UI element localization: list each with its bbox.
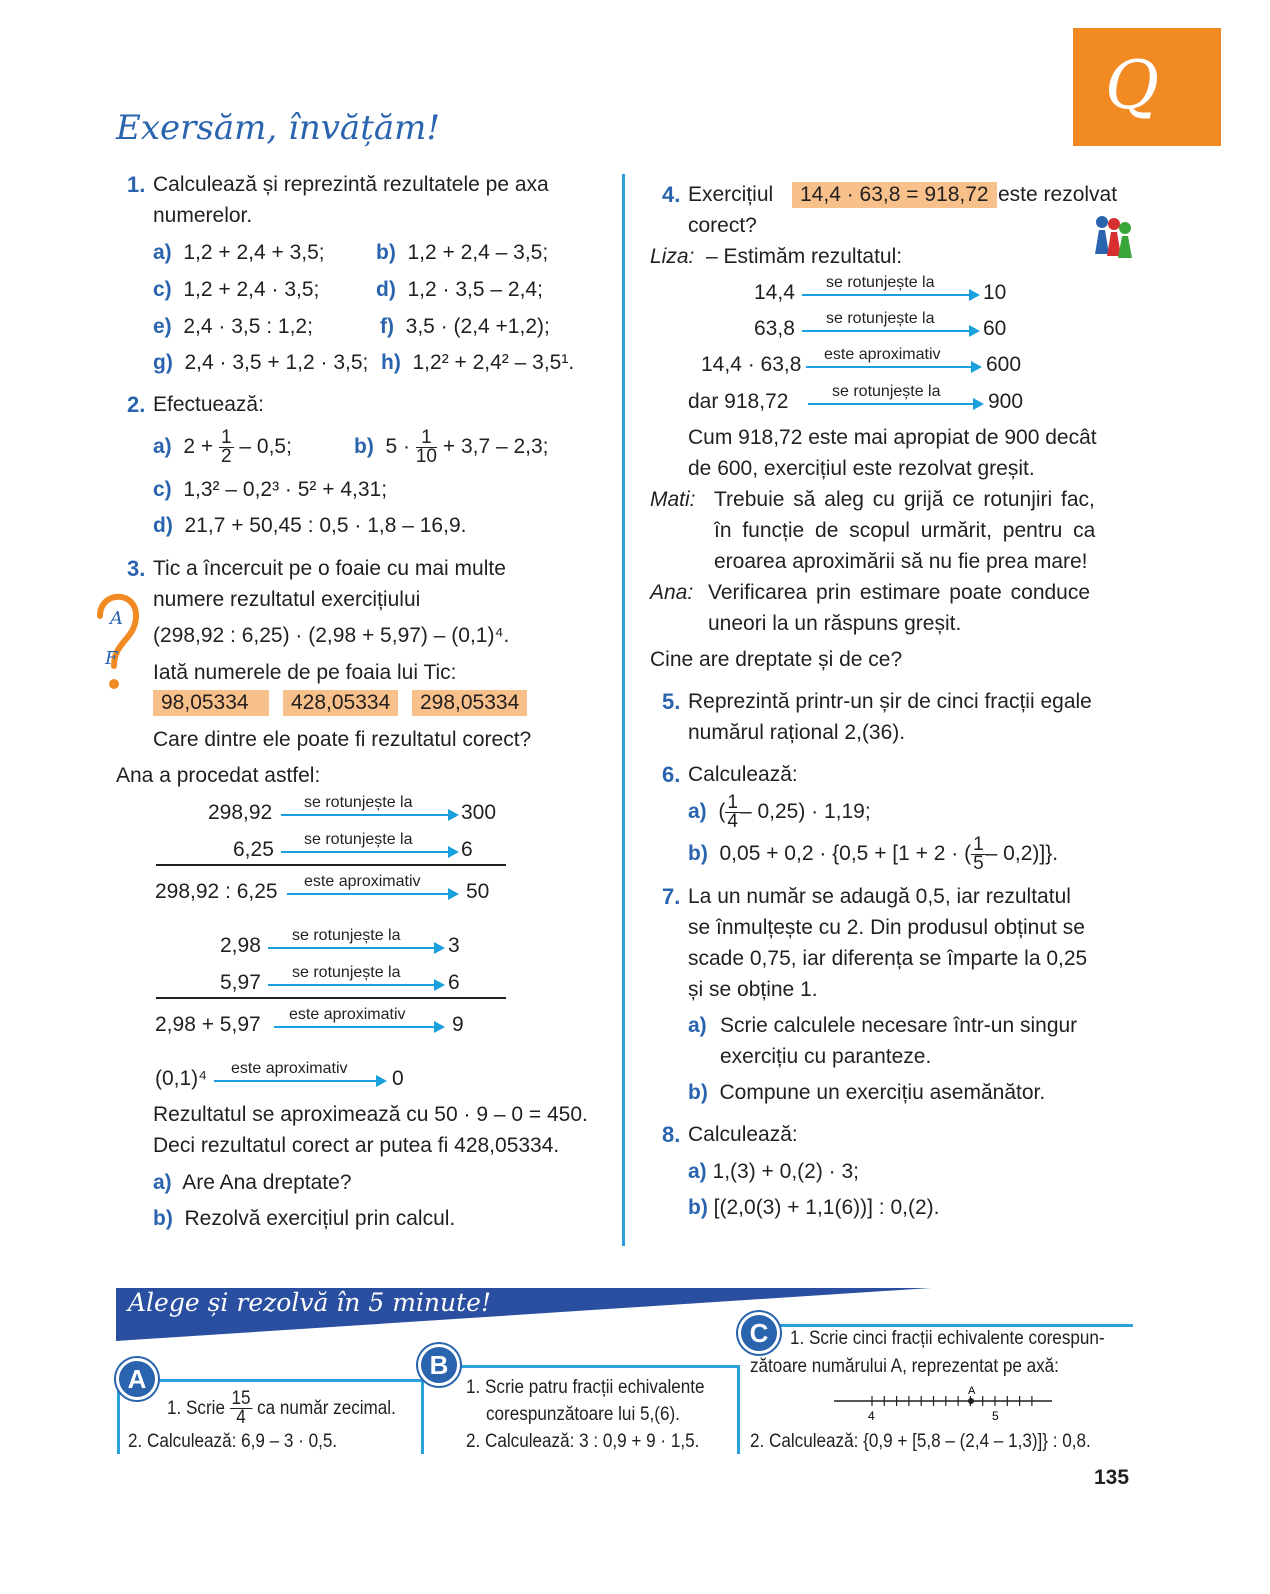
ex4-number: 4. <box>662 182 681 207</box>
ex3-line5: Care dintre ele poate fi rezultatul corect? <box>153 728 532 751</box>
arrow <box>268 984 435 986</box>
true-false-icon <box>92 588 140 696</box>
ex3-line3: (298,92 : 6,25) · (2,98 + 5,97) – (0,1)⁴. <box>153 624 510 647</box>
ex7-a-line1: Scrie calculele necesare într-un singur <box>720 1014 1078 1037</box>
ex2-item-d: d) 21,7 + 50,45 : 0,5 · 1,8 – 16,9. <box>153 514 467 537</box>
liza-row-label: este aproximativ <box>824 346 941 363</box>
ana-line2: uneori la un răspuns greșit. <box>708 612 962 635</box>
af-top: A <box>110 608 123 629</box>
mati-line1: Trebuie să aleg cu grijă ce rotunjiri fac, <box>714 488 1095 511</box>
ex6-text: Calculează: <box>688 763 798 786</box>
af-bottom: F <box>105 648 118 669</box>
ex1-item-g: g) 2,4 · 3,5 + 1,2 · 3,5; <box>153 351 369 374</box>
divider-line <box>156 997 506 999</box>
ex3-line4: Iată numerele de pe foaia lui Tic: <box>153 661 457 684</box>
ex4-post: este rezolvat <box>998 183 1118 206</box>
ana-row-right: 9 <box>452 1013 464 1036</box>
ex1-text-line2: numerelor. <box>153 204 253 227</box>
ex3-line7: Rezultatul se aproximează cu 50 · 9 – 0 = 450. <box>153 1103 588 1126</box>
arrow <box>268 947 435 949</box>
arrow <box>281 851 449 853</box>
ex1-number: 1. <box>127 172 146 197</box>
ana-row-left: 5,97 <box>220 971 261 994</box>
ex3-number: 3. <box>127 556 146 581</box>
box-c-line3: 2. Calculează: {0,9 + [5,8 – (2,4 – 1,3)]} : 0,8. <box>750 1431 1091 1452</box>
liza-row-left: 14,4 <box>754 281 795 304</box>
ana-row-label: este aproximativ <box>304 873 421 890</box>
ex8-number: 8. <box>662 1122 681 1147</box>
ex3-line2: numere rezultatul exercițiului <box>153 588 421 611</box>
ex7-line2: se înmulțește cu 2. Din produsul obținut se <box>688 916 1085 939</box>
ana-row-left: 6,25 <box>233 838 274 861</box>
liza-row-label: se rotunjește la <box>826 274 935 291</box>
arrow <box>281 814 449 816</box>
speaker-liza: Liza: <box>650 245 695 268</box>
liza-row-right: 10 <box>983 281 1007 304</box>
ex1-item-c: c) 1,2 + 2,4 · 3,5; <box>153 278 320 301</box>
liza-row-right: 60 <box>983 317 1007 340</box>
game-pieces-icon <box>1090 214 1136 260</box>
ex4-pre: Exercițiul <box>688 183 774 206</box>
ex3-line6: Ana a procedat astfel: <box>116 764 321 787</box>
ana-row-label: se rotunjește la <box>292 927 401 944</box>
ana-row-left: 298,92 : 6,25 <box>155 880 278 903</box>
ex7-item-b: b) Compune un exercițiu asemănător. <box>688 1081 1046 1104</box>
ex3-item-a: a) Are Ana dreptate? <box>153 1171 352 1194</box>
ex4-question: Cine are dreptate și de ce? <box>650 648 903 671</box>
ex7-a-line2: exercițiu cu paranteze. <box>720 1045 932 1068</box>
ex1-item-b: b) 1,2 + 2,4 – 3,5; <box>376 241 549 264</box>
liza-row-label: se rotunjește la <box>826 310 935 327</box>
divider-line <box>156 864 506 866</box>
ex6-item-a: a) ( $\frac{1}{4}$ – 0,25) · 1,19; <box>688 791 871 832</box>
box-a-line2: 2. Calculează: 6,9 – 3 · 0,5. <box>128 1431 338 1452</box>
fraction: $\frac{15}{4}$ <box>231 1388 251 1429</box>
arrow <box>808 403 974 405</box>
box-c-border <box>740 1324 1133 1327</box>
liza-row-right: 600 <box>986 353 1022 376</box>
ex2-text: Efectuează: <box>153 393 264 416</box>
ana-row-right: 0 <box>392 1067 404 1090</box>
ex8-item-a: a) 1,(3) + 0,(2) · 3; <box>688 1160 859 1183</box>
box-a-badge: A <box>116 1358 158 1400</box>
mati-line2: în funcție de scopul urmărit, pentru ca <box>714 519 1096 542</box>
ex1-item-f: f) 3,5 · (2,4 +1,2); <box>380 315 550 338</box>
box-b-line3: 2. Calculează: 3 : 0,9 + 9 · 1,5. <box>466 1431 700 1452</box>
arrow <box>214 1080 377 1082</box>
liza-row-left: 63,8 <box>754 317 795 340</box>
box-b-line1: 1. Scrie patru fracții echivalente <box>466 1377 705 1398</box>
arrow <box>274 1026 435 1028</box>
ex2-item-c: c) 1,3² – 0,2³ · 5² + 4,31; <box>153 478 388 501</box>
ex3-option-1: 98,05334 <box>153 690 269 716</box>
ana-line1: Verificarea prin estimare poate conduce <box>708 581 1091 604</box>
ex5-line1: Reprezintă printr-un șir de cinci fracții egale <box>688 690 1092 713</box>
ex8-text: Calculează: <box>688 1123 798 1146</box>
ex7-line3: scade 0,75, iar diferența se împarte la 0,25 <box>688 947 1088 970</box>
ex7-a-label: a) <box>688 1014 707 1037</box>
ana-row-left: 298,92 <box>208 801 273 824</box>
ex7-line4: și se obține 1. <box>688 978 818 1001</box>
liza-row-right: 900 <box>988 390 1024 413</box>
ex6-number: 6. <box>662 762 681 787</box>
ex3-option-2: 428,05334 <box>283 690 398 716</box>
ana-row-label: este aproximativ <box>289 1006 406 1023</box>
liza-row-left: 14,4 · 63,8 <box>701 353 802 376</box>
ana-row-label: se rotunjește la <box>304 831 413 848</box>
ex5-number: 5. <box>662 689 681 714</box>
ana-row-right: 300 <box>461 801 497 824</box>
ex6-item-b: b) 0,05 + 0,2 · {0,5 + [1 + 2 · ( $\frac{1}{5}$ – 0,2)]}. <box>688 833 1059 874</box>
liza-row-label: se rotunjește la <box>832 383 941 400</box>
banner-title: Alege și rezolvă în 5 minute! <box>128 1288 491 1317</box>
ex7-line1: La un număr se adaugă 0,5, iar rezultatul <box>688 885 1071 908</box>
page-title: Exersăm, învățăm! <box>116 108 441 148</box>
fraction: $\frac{1}{10}$ <box>415 426 437 467</box>
ana-row-label: este aproximativ <box>231 1060 348 1077</box>
ex1-item-h: h) 1,2² + 2,4² – 3,5¹. <box>381 351 575 374</box>
liza-line: Liza: – Estimăm rezultatul: <box>650 245 903 268</box>
ex5-line2: numărul rațional 2,(36). <box>688 721 906 744</box>
liza-row-left: dar 918,72 <box>688 390 789 413</box>
ex1-text-line1: Calculează și reprezintă rezultatele pe axa <box>153 173 549 196</box>
axis-point-label: A <box>968 1385 976 1397</box>
ex2-number: 2. <box>127 392 146 417</box>
arrow <box>806 366 972 368</box>
box-b-line2: corespunzătoare lui 5,(6). <box>486 1404 680 1425</box>
arrow <box>802 294 970 296</box>
column-divider <box>622 174 625 1246</box>
ex7-number: 7. <box>662 884 681 909</box>
ex1-item-d: d) 1,2 · 3,5 – 2,4; <box>376 278 543 301</box>
fraction: $\frac{1}{2}$ <box>220 426 232 467</box>
box-c-line1: 1. Scrie cinci fracții echivalente corespun- <box>790 1328 1105 1349</box>
number-axis <box>834 1384 1064 1424</box>
ex3-option-3: 298,05334 <box>412 690 527 716</box>
ex3-item-b: b) Rezolvă exercițiul prin calcul. <box>153 1207 456 1230</box>
ana-row-right: 50 <box>466 880 490 903</box>
speaker-mati: Mati: <box>650 488 696 511</box>
ex1-item-a: a) 1,2 + 2,4 + 3,5; <box>153 241 325 264</box>
ex4-highlight: 14,4 · 63,8 = 918,72 <box>792 182 997 208</box>
ana-row-right: 6 <box>461 838 473 861</box>
ex1-item-e: e) 2,4 · 3,5 : 1,2; <box>153 315 313 338</box>
ana-row-label: se rotunjește la <box>304 794 413 811</box>
fraction: $\frac{1}{4}$ <box>727 791 738 832</box>
fraction: $\frac{1}{5}$ <box>973 833 984 874</box>
axis-tick-label-right: 5 <box>992 1409 999 1423</box>
corner-tab-letter: Q <box>1105 47 1160 124</box>
ex2-item-b: b) 5 · $\frac{1}{10}$ + 3,7 – 2,3; <box>354 426 549 467</box>
mati-line3: eroarea aproximării să nu fie prea mare! <box>714 550 1088 573</box>
ana-row-right: 6 <box>448 971 460 994</box>
box-c-line2: zătoare numărului A, reprezentat pe axă: <box>750 1356 1059 1377</box>
ex3-line1: Tic a încercuit pe o foaie cu mai multe <box>153 557 506 580</box>
box-c-badge: C <box>738 1312 780 1354</box>
ex3-line8: Deci rezultatul corect ar putea fi 428,05334. <box>153 1134 560 1157</box>
box-b-badge: B <box>418 1344 460 1386</box>
arrow <box>287 893 449 895</box>
box-a-line1: 1. Scrie $\frac{15}{4}$ ca număr zecimal. <box>167 1388 396 1429</box>
corner-tab <box>1073 28 1221 146</box>
ex4-line3: Cum 918,72 este mai apropiat de 900 decât <box>688 426 1097 449</box>
ana-row-label: se rotunjește la <box>292 964 401 981</box>
ex8-item-b: b) [(2,0(3) + 1,1(6))] : 0,(2). <box>688 1196 940 1219</box>
ex4-line4: de 600, exercițiul este rezolvat greșit. <box>688 457 1035 480</box>
speaker-ana: Ana: <box>650 581 694 604</box>
ex2-item-a: a) 2 + $\frac{1}{2}$ – 0,5; <box>153 426 292 467</box>
arrow <box>802 330 970 332</box>
ana-row-left: 2,98 + 5,97 <box>155 1013 261 1036</box>
ana-row-left: 2,98 <box>220 934 261 957</box>
ex4-line2: corect? <box>688 214 757 237</box>
axis-tick-label-left: 4 <box>868 1409 875 1423</box>
page-number: 135 <box>1094 1466 1130 1489</box>
ana-row-left: (0,1)⁴ <box>155 1067 208 1090</box>
ana-row-right: 3 <box>448 934 460 957</box>
